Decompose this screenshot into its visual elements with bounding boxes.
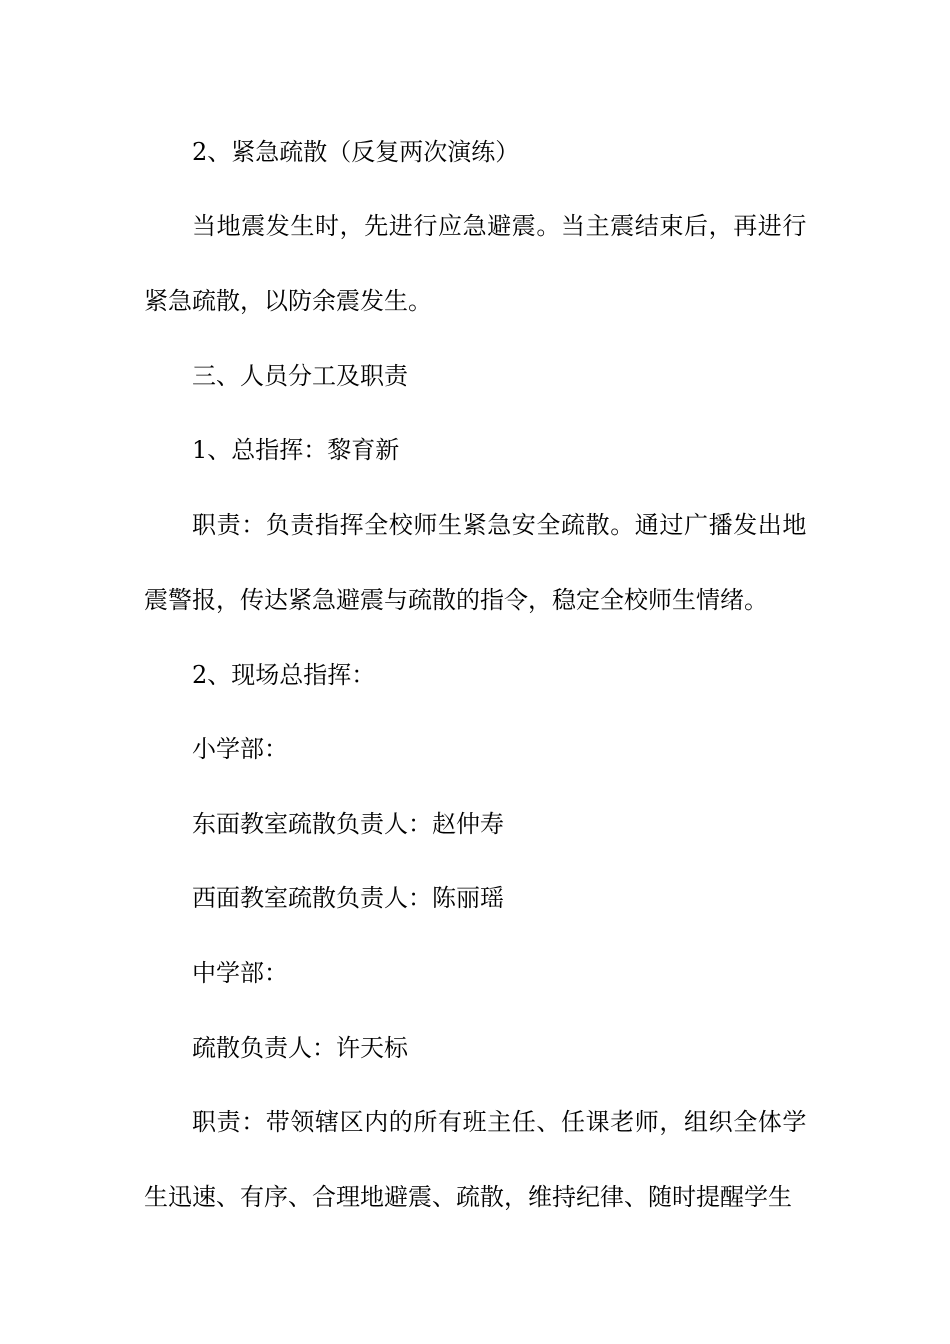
commander-line: 1、总指挥：黎育新 [192, 436, 400, 464]
west-classroom-lead: 西面教室疏散负责人：陈丽瑶 [192, 884, 504, 912]
primary-school-label: 小学部： [192, 735, 288, 763]
middle-school-label: 中学部： [192, 959, 288, 987]
paragraph-line: 生迅速、有序、合理地避震、疏散，维持纪律、随时提醒学生 [144, 1183, 792, 1211]
section-heading-staff-duties: 三、人员分工及职责 [192, 362, 408, 390]
paragraph-line: 当地震发生时，先进行应急避震。当主震结束后，再进行 [192, 212, 807, 240]
paragraph-line: 职责：负责指挥全校师生紧急安全疏散。通过广播发出地 [192, 511, 807, 539]
paragraph-line: 紧急疏散，以防余震发生。 [144, 287, 432, 315]
evacuation-lead: 疏散负责人：许天标 [192, 1034, 408, 1062]
site-commander-heading: 2、现场总指挥： [192, 661, 376, 689]
section-heading-emergency-evacuation: 2、紧急疏散（反复两次演练） [192, 138, 520, 166]
paragraph-line: 震警报，传达紧急避震与疏散的指令，稳定全校师生情绪。 [144, 586, 768, 614]
east-classroom-lead: 东面教室疏散负责人：赵仲寿 [192, 810, 504, 838]
paragraph-line: 职责：带领辖区内的所有班主任、任课老师，组织全体学 [192, 1108, 807, 1136]
